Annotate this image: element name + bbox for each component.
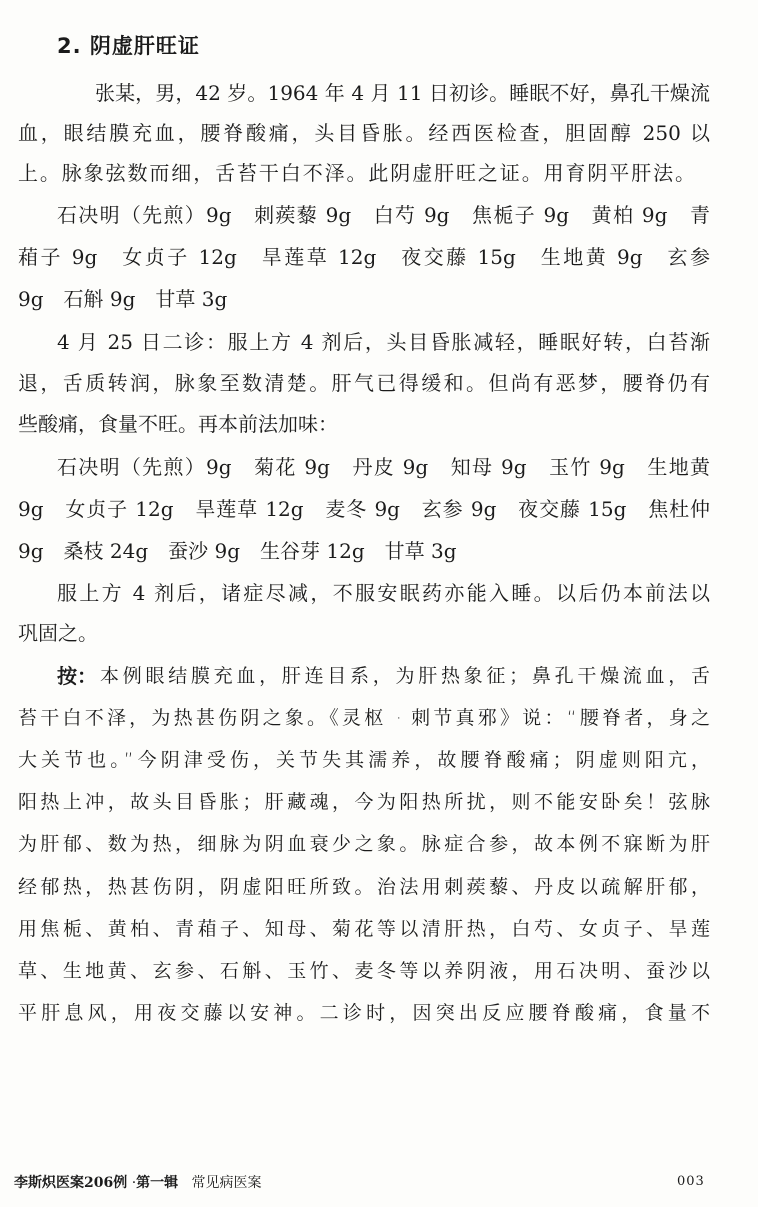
- text-line: 退，舌质转润，脉象至数清楚。肝气已得缓和。但尚有恶梦，腰脊仍有: [18, 371, 710, 395]
- text-line: 石决明（先煎）9g 刺蒺藜 9g 白芍 9g 焦栀子 9g 黄柏 9g 青: [57, 203, 710, 227]
- text-line: 葙子 9g 女贞子 12g 旱莲草 12g 夜交藤 15g 生地黄 9g 玄参: [18, 245, 710, 269]
- book-title: 李斯炽医案206例: [14, 1175, 128, 1191]
- volume-label: 第一辑: [136, 1175, 179, 1191]
- running-footer: [14, 1172, 262, 1192]
- text-line: 苔干白不泽，为热甚伤阴之象。《灵枢 · 刺节真邪》说：“腰脊者，身之: [18, 707, 710, 729]
- text-line: 石决明（先煎）9g 菊花 9g 丹皮 9g 知母 9g 玉竹 9g 生地黄: [57, 455, 710, 479]
- section-heading: 2. 阴虚肝旺证: [57, 34, 200, 58]
- text-line: 经郁热，热甚伤阴，阴虚阳旺所致。治法用刺蒺藜、丹皮以疏解肝郁，: [18, 876, 710, 898]
- text-line: 大关节也。”今阴津受伤，关节失其濡养，故腰脊酸痛；阴虚则阳亢，: [18, 749, 710, 771]
- text-line: 服上方 4 剂后，诸症尽减，不服安眠药亦能入睡。以后仍本前法以: [57, 581, 710, 605]
- text-line: 平肝息风，用夜交藤以安神。二诊时，因突出反应腰脊酸痛，食量不: [18, 1002, 710, 1024]
- text-line: 用焦栀、黄柏、青葙子、知母、菊花等以清肝热，白芍、女贞子、旱莲: [18, 918, 710, 940]
- text-line: 张某，男，42 岁。1964 年 4 月 11 日初诊。睡眠不好，鼻孔干燥流: [95, 81, 710, 105]
- page-number: 003: [677, 1174, 705, 1189]
- text-line: 4 月 25 日二诊：服上方 4 剂后，头目昏胀减轻，睡眠好转，白苔渐: [57, 330, 710, 354]
- text-line: 草、生地黄、玄参、石斛、玉竹、麦冬等以养阴液，用石决明、蚕沙以: [18, 960, 710, 982]
- text-line: 上。脉象弦数而细，舌苔干白不泽。此阴虚肝旺之证。用育阴平肝法。: [18, 161, 695, 185]
- footer-separator: ·: [131, 1175, 137, 1191]
- text-line: 阳热上冲，故头目昏胀；肝藏魂，今为阳热所扰，则不能安卧矣！弦脉: [18, 791, 710, 813]
- text-line: 为肝郁、数为热，细脉为阴血衰少之象。脉症合参，故本例不寐断为肝: [18, 833, 710, 855]
- text-line: 9g 女贞子 12g 旱莲草 12g 麦冬 9g 玄参 9g 夜交藤 15g 焦杜仲: [18, 497, 710, 521]
- text-line: 9g 石斛 9g 甘草 3g: [18, 287, 228, 311]
- text-line: 9g 桑枝 24g 蚕沙 9g 生谷芽 12g 甘草 3g: [18, 539, 457, 563]
- text-line: 本例眼结膜充血，肝连目系，为肝热象征；鼻孔干燥流血，舌: [100, 665, 710, 687]
- commentary-label: 按：: [57, 664, 97, 688]
- text-line: 巩固之。: [18, 621, 98, 645]
- section-label: 常见病医案: [191, 1175, 262, 1191]
- text-line: 血，眼结膜充血，腰脊酸痛，头目昏胀。经西医检查，胆固醇 250 以: [18, 121, 710, 145]
- text-line: 些酸痛，食量不旺。再本前法加味：: [18, 412, 338, 436]
